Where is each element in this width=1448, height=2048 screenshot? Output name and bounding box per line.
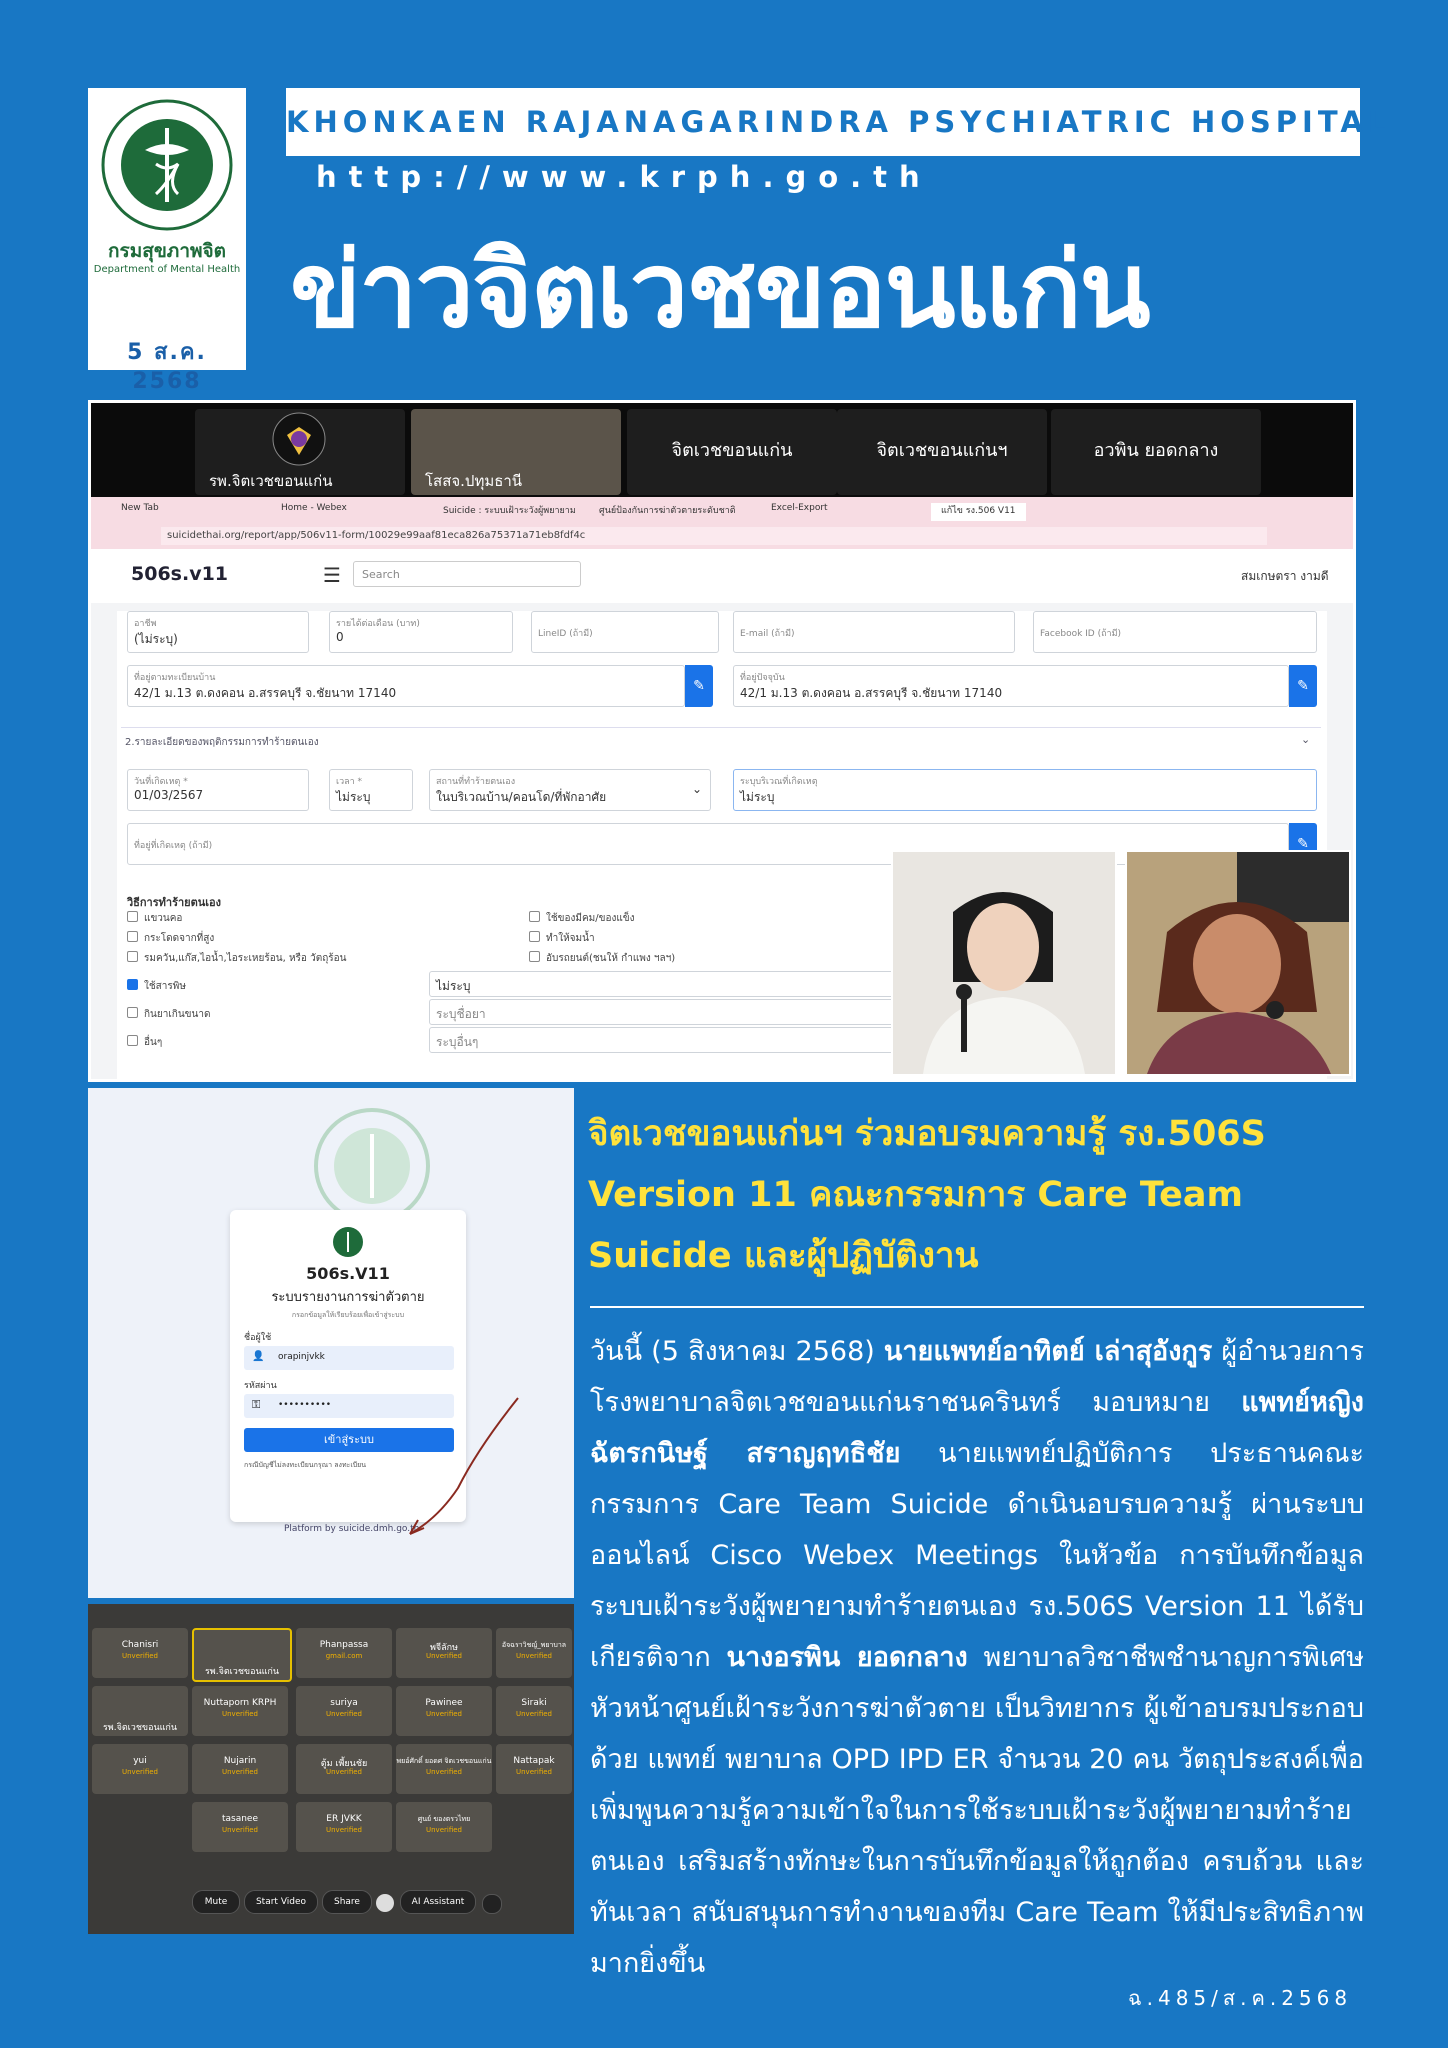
grid-tile bbox=[296, 1744, 392, 1794]
tile-name: พยอ์ศักดิ์ ยอดศ จิตเวชขอนแก่น bbox=[396, 1757, 492, 1765]
method-checkbox[interactable]: แขวนคอ bbox=[127, 911, 182, 926]
tile-name: รพ.จิตเวชขอนแก่น bbox=[102, 1723, 178, 1733]
field-label: สถานที่ทำร้ายตนเอง bbox=[436, 777, 516, 787]
grid-tile bbox=[396, 1628, 492, 1678]
method-checkbox[interactable]: รมควัน,แก๊ส,ไอน้ำ,ไอระเหยร้อน, หรือ วัตถุร้อน bbox=[127, 951, 346, 966]
grid-tile bbox=[396, 1686, 492, 1736]
grid-tile-active bbox=[192, 1628, 292, 1682]
tile-status: Unverified bbox=[122, 1768, 158, 1776]
ministry-logo-icon bbox=[332, 1226, 364, 1258]
username-value: orapinjvkk bbox=[278, 1352, 325, 1362]
participant-name: จิตเวชขอนแก่น bbox=[671, 440, 793, 461]
tile-name: อัจฉราวิชญ์_พยาบาล bbox=[501, 1641, 567, 1649]
field-label: Facebook ID (ถ้ามี) bbox=[1040, 629, 1122, 639]
browser-tab[interactable]: Home - Webex bbox=[281, 503, 347, 513]
field-value: (ไม่ระบุ) bbox=[134, 632, 178, 646]
edit-icon[interactable]: ✎ bbox=[685, 665, 713, 707]
tile-status: Unverified bbox=[222, 1710, 258, 1718]
tile-name: Nuttaporn KRPH bbox=[203, 1698, 277, 1708]
chair-name: แพทย์หญิงฉัตรกนิษฐ์ สราญฤทธิชัย bbox=[590, 1387, 1364, 1469]
poison-field[interactable] bbox=[429, 971, 899, 997]
registered-address-field[interactable] bbox=[127, 665, 685, 707]
speaker-photo-icon bbox=[1127, 852, 1349, 1074]
body-text: ผู้อำนวยการโรงพยาบาลจิตเวชขอนแก่นราชนครินทร์ มอบหมาย bbox=[590, 1336, 1364, 1418]
tile-status: Unverified bbox=[326, 1826, 362, 1834]
participant-tile bbox=[1051, 409, 1261, 495]
director-name: นายแพทย์อาทิตย์ เล่าสุอังกูร bbox=[883, 1336, 1213, 1367]
grid-tile bbox=[92, 1686, 188, 1736]
field-value: 42/1 ม.13 ต.ดงคอน อ.สรรคบุรี จ.ชัยนาท 17140 bbox=[134, 686, 397, 700]
other-method-field[interactable] bbox=[429, 1027, 899, 1053]
tile-name: Pawinee bbox=[425, 1698, 463, 1708]
tile-status: Unverified bbox=[122, 1652, 158, 1660]
share-button[interactable]: Share bbox=[322, 1890, 372, 1914]
username-input[interactable] bbox=[244, 1346, 454, 1370]
grid-tile bbox=[496, 1686, 572, 1736]
chevron-down-icon: ⌄ bbox=[691, 782, 702, 796]
search-input[interactable]: Search bbox=[353, 561, 581, 587]
webex-grid-screenshot bbox=[88, 1604, 574, 1934]
department-thai: กรมสุขภาพจิต bbox=[107, 240, 226, 262]
incident-time-field[interactable] bbox=[329, 769, 413, 811]
grid-tile bbox=[92, 1628, 188, 1678]
tile-name: Chanisri bbox=[121, 1640, 159, 1650]
edit-icon[interactable]: ✎ bbox=[1289, 823, 1317, 865]
mute-button[interactable]: Mute bbox=[192, 1890, 240, 1914]
browser-tab-active[interactable]: แก้ไข รง.506 V11 bbox=[931, 503, 1026, 521]
article-body bbox=[590, 1326, 1364, 1989]
tile-status: Unverified bbox=[326, 1710, 362, 1718]
tile-status: gmail.com bbox=[325, 1652, 363, 1660]
tile-name: Nujarin bbox=[223, 1756, 257, 1766]
method-checkbox[interactable]: อับรถยนต์(ชนให้ กำแพง ฯลฯ) bbox=[529, 951, 675, 966]
field-label: รายได้ต่อเดือน (บาท) bbox=[336, 619, 420, 629]
tile-status: Unverified bbox=[426, 1710, 462, 1718]
hospital-name: KHONKAEN RAJANAGARINDRA PSYCHIATRIC HOSPITAL bbox=[286, 105, 1392, 139]
field-value: 0 bbox=[336, 630, 344, 644]
hospital-logo-icon bbox=[271, 411, 327, 467]
masthead-title: ข่าวจิตเวชขอนแก่น bbox=[290, 229, 1149, 351]
participant-name: อวพิน ยอดกลาง bbox=[1093, 440, 1219, 461]
grid-tile bbox=[296, 1628, 392, 1678]
reaction-icon[interactable] bbox=[376, 1894, 394, 1912]
speaker-video-2 bbox=[1125, 850, 1351, 1076]
facebook-field[interactable] bbox=[1033, 611, 1317, 653]
platform-credit: Platform by suicide.dmh.go.th bbox=[284, 1524, 420, 1534]
department-english: Department of Mental Health bbox=[93, 264, 241, 275]
key-icon: ⚿ bbox=[252, 1398, 261, 1411]
app-brand[interactable]: 506s.v11 bbox=[131, 563, 229, 585]
body-text: วันนี้ (5 สิงหาคม 2568) bbox=[590, 1336, 884, 1367]
login-title: ระบบรายงานการฆ่าตัวตาย bbox=[271, 1290, 425, 1305]
income-field[interactable] bbox=[329, 611, 513, 653]
field-label: เวลา * bbox=[336, 777, 363, 787]
field-label: E-mail (ถ้ามี) bbox=[740, 629, 795, 639]
field-label: LineID (ถ้ามี) bbox=[538, 629, 593, 639]
method-checkbox-checked[interactable]: ใช้สารพิษ bbox=[127, 979, 186, 994]
article-headline: จิตเวชขอนแก่นฯ ร่วมอบรมความรู้ รง.506S Version 11 คณะกรรมการ Care Team Suicide และผู้ปฏิบัติงาน bbox=[588, 1114, 1266, 1276]
more-icon[interactable] bbox=[482, 1894, 502, 1914]
tile-name: Siraki bbox=[521, 1698, 547, 1708]
field-value: ไม่ระบุ bbox=[436, 979, 471, 993]
field-placeholder: ระบุชื่อยา bbox=[436, 1007, 486, 1021]
edit-icon[interactable]: ✎ bbox=[1289, 665, 1317, 707]
grid-tile bbox=[296, 1686, 392, 1736]
participant-tile bbox=[837, 409, 1047, 495]
tile-name: suriya bbox=[330, 1698, 358, 1708]
login-subtitle: กรอกข้อมูลให้เรียบร้อยเพื่อเข้าสู่ระบบ bbox=[291, 1311, 405, 1319]
method-title: วิธีการทำร้ายตนเอง bbox=[127, 896, 221, 909]
tile-name: รพ.จิตเวชขอนแก่น bbox=[204, 1667, 280, 1677]
meeting-screenshot bbox=[88, 400, 1356, 1082]
user-icon: 👤 bbox=[252, 1351, 265, 1362]
email-field[interactable] bbox=[733, 611, 1015, 653]
tile-name: ER JVKK bbox=[326, 1814, 362, 1824]
ai-assistant-button[interactable]: AI Assistant bbox=[400, 1890, 476, 1914]
place-detail-field[interactable] bbox=[733, 769, 1317, 811]
ministry-watermark-icon bbox=[312, 1106, 432, 1226]
body-text: พยาบาลวิชาชีพชำนาญการพิเศษ หัวหน้าศูนย์เฝ้าระวังการฆ่าตัวตาย เป็นวิทยากร ผู้เข้าอบรมประกอบด้วย แพทย์ พยาบาล OPD IPD ER จำนวน 20 คน วัตถุประสงค์เพื่อเพิ่มพูนความรู้ความเข้าใจในการใช้ระบบเฝ้าระวังผู้พยายามทำร้ายตนเอง เสริมสร้างทักษะในการบันทึกข้อมูลให้ถูกต้อง ครบถ้วน และทันเวลา สนับสนุนการทำงานของทีม Care Team ให้มีประสิทธิภาพมากยิ่งขึ้น bbox=[590, 1642, 1364, 1979]
method-checkbox[interactable]: กินยาเกินขนาด bbox=[127, 1007, 210, 1022]
drug-name-field[interactable] bbox=[429, 999, 899, 1025]
tile-status: Unverified bbox=[426, 1652, 462, 1660]
browser-tab[interactable]: Excel-Export bbox=[771, 503, 828, 513]
tile-name: yui bbox=[133, 1756, 147, 1766]
field-label: ที่อยู่ตามทะเบียนบ้าน bbox=[134, 673, 216, 683]
app-header bbox=[91, 549, 1353, 604]
menu-icon[interactable]: ☰ bbox=[323, 563, 341, 587]
grid-tile bbox=[192, 1686, 288, 1736]
document-reference: ฉ.485/ส.ค.2568 bbox=[1128, 1986, 1353, 2010]
tile-status: Unverified bbox=[516, 1768, 552, 1776]
method-checkbox[interactable]: ใช้ของมีคม/ของแข็ง bbox=[529, 911, 635, 926]
tile-name: ศูนย์ ของตรวไทย bbox=[417, 1815, 471, 1823]
participant-tile bbox=[411, 409, 621, 495]
field-label: อาชีพ bbox=[134, 619, 157, 629]
tile-name: Nattapak bbox=[513, 1756, 555, 1766]
user-menu[interactable]: สมเกษตรา งามดี bbox=[1241, 569, 1329, 583]
field-value: ไม่ระบุ bbox=[740, 790, 775, 804]
tile-status: Unverified bbox=[426, 1768, 462, 1776]
password-label: รหัสผ่าน bbox=[244, 1381, 277, 1391]
browser-tab[interactable]: Suicide : ระบบเฝ้าระวังผู้พยายาม bbox=[443, 506, 576, 516]
field-value: 01/03/2567 bbox=[134, 788, 204, 802]
arrow-annotation-icon bbox=[388, 1388, 538, 1548]
login-screenshot bbox=[88, 1088, 574, 1598]
field-label: วันที่เกิดเหตุ * bbox=[134, 777, 188, 787]
tile-status: Unverified bbox=[516, 1710, 552, 1718]
participant-name: รพ.จิตเวชขอนแก่น bbox=[209, 472, 333, 490]
login-button[interactable]: เข้าสู่ระบบ bbox=[244, 1428, 454, 1452]
participant-tile bbox=[195, 409, 405, 495]
speaker-photo-icon bbox=[893, 852, 1115, 1074]
occupation-field[interactable] bbox=[127, 611, 309, 653]
grid-tile bbox=[396, 1744, 492, 1794]
tile-name: พจีลักษ bbox=[429, 1643, 459, 1653]
issue-date: 5 ส.ค. 2568 bbox=[127, 340, 207, 394]
grid-tile bbox=[396, 1802, 492, 1852]
speaker-video-1 bbox=[891, 850, 1117, 1076]
incident-date-field[interactable] bbox=[127, 769, 309, 811]
tile-name: tasanee bbox=[221, 1814, 259, 1824]
website-url[interactable]: http://www.krph.go.th bbox=[316, 160, 932, 194]
body-text: นายแพทย์ปฏิบัติการ ประธานคณะกรรมการ Care Team Suicide ดำเนินอบรบความรู้ ผ่านระบบออนไลน์ Cisco Webex Meetings ในหัวข้อ การบันทึกข้อมูลระบบเฝ้าระวังผู้พยายามทำร้ายตนเอง รง.506S Version 11 ได้รับเกียรติจาก bbox=[590, 1438, 1364, 1673]
tile-name: Phanpassa bbox=[319, 1640, 369, 1650]
grid-tile bbox=[496, 1628, 572, 1678]
grid-tile bbox=[192, 1744, 288, 1794]
login-app-name: 506s.V11 bbox=[306, 1264, 390, 1283]
grid-tile bbox=[192, 1802, 288, 1852]
tile-status: Unverified bbox=[426, 1826, 462, 1834]
ministry-seal-icon bbox=[100, 98, 234, 232]
address-bar[interactable]: suicidethai.org/report/app/506v11-form/10029e99aaf81eca826a75371a71eb8fdf4c bbox=[161, 527, 1267, 545]
field-placeholder: ระบุอื่นๆ bbox=[436, 1035, 479, 1049]
method-checkbox[interactable]: ทำให้จมน้ำ bbox=[529, 931, 595, 946]
tile-name: ตู้ม เพี้ยนชัย bbox=[320, 1759, 368, 1769]
method-checkbox[interactable]: กระโดดจากที่สูง bbox=[127, 931, 214, 946]
field-value: 42/1 ม.13 ต.ดงคอน อ.สรรคบุรี จ.ชัยนาท 17140 bbox=[740, 686, 1003, 700]
tile-status: Unverified bbox=[222, 1768, 258, 1776]
browser-chrome bbox=[91, 497, 1353, 549]
browser-tab[interactable]: ศูนย์ป้องกันการฆ่าตัวตายระดับชาติ bbox=[599, 506, 736, 516]
grid-tile bbox=[92, 1744, 188, 1794]
username-label: ชื่อผู้ใช้ bbox=[244, 1333, 272, 1343]
field-value: ในบริเวณบ้าน/คอนโด/ที่พักอาศัย bbox=[436, 790, 607, 804]
participant-name: โสสจ.ปทุมธานี bbox=[425, 472, 523, 490]
lineid-field[interactable] bbox=[531, 611, 719, 653]
grid-tile bbox=[496, 1744, 572, 1794]
participant-name: จิตเวชขอนแก่นฯ bbox=[876, 440, 1008, 461]
participant-tile bbox=[627, 409, 837, 495]
tile-status: Unverified bbox=[516, 1652, 552, 1660]
current-address-field[interactable] bbox=[733, 665, 1289, 707]
speaker-name: นางอรพิน ยอดกลาง bbox=[726, 1642, 968, 1673]
chevron-down-icon[interactable]: ⌄ bbox=[1301, 733, 1311, 746]
browser-tab[interactable]: New Tab bbox=[121, 503, 159, 513]
start-video-button[interactable]: Start Video bbox=[244, 1890, 318, 1914]
field-label: ที่อยู่ที่เกิดเหตุ (ถ้ามี) bbox=[134, 841, 213, 851]
participant-strip bbox=[91, 403, 1353, 497]
field-label: ที่อยู่ปัจจุบัน bbox=[740, 673, 785, 683]
section-title: 2.รายละเอียดของพฤติกรรมการทำร้ายตนเอง bbox=[125, 737, 319, 748]
password-value: •••••••••• bbox=[278, 1400, 332, 1410]
headline-divider bbox=[590, 1306, 1364, 1308]
section-divider bbox=[121, 727, 1321, 728]
register-link[interactable]: กรณีบัญชีไม่ลงทะเบียนกรุณา ลงทะเบียน bbox=[244, 1461, 367, 1469]
method-checkbox[interactable]: อื่นๆ bbox=[127, 1035, 162, 1050]
hospital-name-bar bbox=[286, 88, 1392, 156]
grid-tile bbox=[296, 1802, 392, 1852]
tile-status: Unverified bbox=[326, 1768, 362, 1776]
logo-box bbox=[88, 88, 246, 394]
field-label: ระบุบริเวณที่เกิดเหตุ bbox=[740, 777, 818, 787]
tile-status: Unverified bbox=[222, 1826, 258, 1834]
field-value: ไม่ระบุ bbox=[336, 790, 371, 804]
place-select[interactable] bbox=[429, 769, 711, 811]
